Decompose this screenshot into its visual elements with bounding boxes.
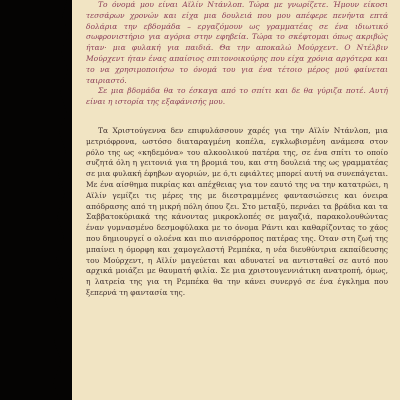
intro-paragraph-1: Το όνομά μου είναι Αϊλίν Ντάνλοπ. Τώρα με γνωρίζετε. Ήμουν είκοσι τεσσάρων χρονών και είχα μια δουλειά που μου απέφερε πενήντα επτά δολάρια την εβδομάδα – εργαζόμουν ως γραμματέας σε ένα ιδιωτικό σωφρονιστήριο για αγόρια στην εφηβεία. Τώρα το σκέφτομαι όπως ακριβώς ήταν· μια φυλακή για παιδιά. Θα την αποκαλώ Μούρχεντ. Ο Ντέλβιν Μούρχεντ ήταν ένας απαίσιος σπιτονοικούρης που είχα χρόνια αργότερα και το να χρησιμοποιήσω το όνομά του για ένα τέτοιο μέρος μού φαίνεται ταιριαστό. <box>86 0 388 85</box>
torn-edge-shape <box>0 0 72 400</box>
synopsis-paragraph: Τα Χριστούγεννα δεν επιφυλάσσουν χαρές για την Αϊλίν Ντάνλοπ, μια μετριόφρονα, ωστόσο διαταραγμένη κοπέλα, εγκλωβισμένη ανάμεσα στον ρόλο της ως «κηδεμόνα» του αλκοολικού πατέρα της, σε ένα σπίτι το οποίο συζητά όλη η γειτονιά για τη βρομιά του, και στη δουλειά της ως γραμματέας σε μια φυλακή έφηβων αγοριών, με ό,τι εφιάλτες μπορεί αυτή να συνεπάγεται. Με ένα αίσθημα πικρίας και απέχθειας για τον εαυτό της να την κατατρώει, η Αϊλίν γεμίζει τις μέρες της με διεστραμμένες φαντασιώσεις και όνειρα απόδρασης από τη μικρή πόλη όπου ζει. Στο μεταξύ, περνάει τα βράδια και τα Σαββατοκύριακά της κάνοντας μικροκλοπές σε μαγαζιά, παρακολουθώντας έναν γυμνασμένο δεσμοφύλακα με το όνομα Ράντι και καθαρίζοντας το χάος που δημιουργεί ο ολοένα και πιο ανισόρροπος πατέρας της. Όταν στη ζωή της μπαίνει η όμορφη και χαμογελαστή Ρεμπέκα, η νέα διευθύντρια εκπαίδευσης του Μούρχεντ, η Αϊλίν μαγεύεται και αδυνατεί να αντισταθεί σε αυτό που αρχικά μοιάζει με θαυματή φιλία. Σε μια χριστουγεννιάτικη ανατροπή, όμως, η λατρεία της για τη Ρεμπέκα θα την κάνει συνεργό σε ένα έγκλημα που ξεπερνά τη φαντασία της. <box>86 125 388 297</box>
book-blurb <box>86 0 388 400</box>
intro-paragraph-2: Σε μια βδομάδα θα το έσκαγα από το σπίτι και δε θα γύριζα ποτέ. Αυτή είναι η ιστορία της εξαφάνισής μου. <box>86 86 388 107</box>
dark-torn-edge <box>0 0 72 400</box>
